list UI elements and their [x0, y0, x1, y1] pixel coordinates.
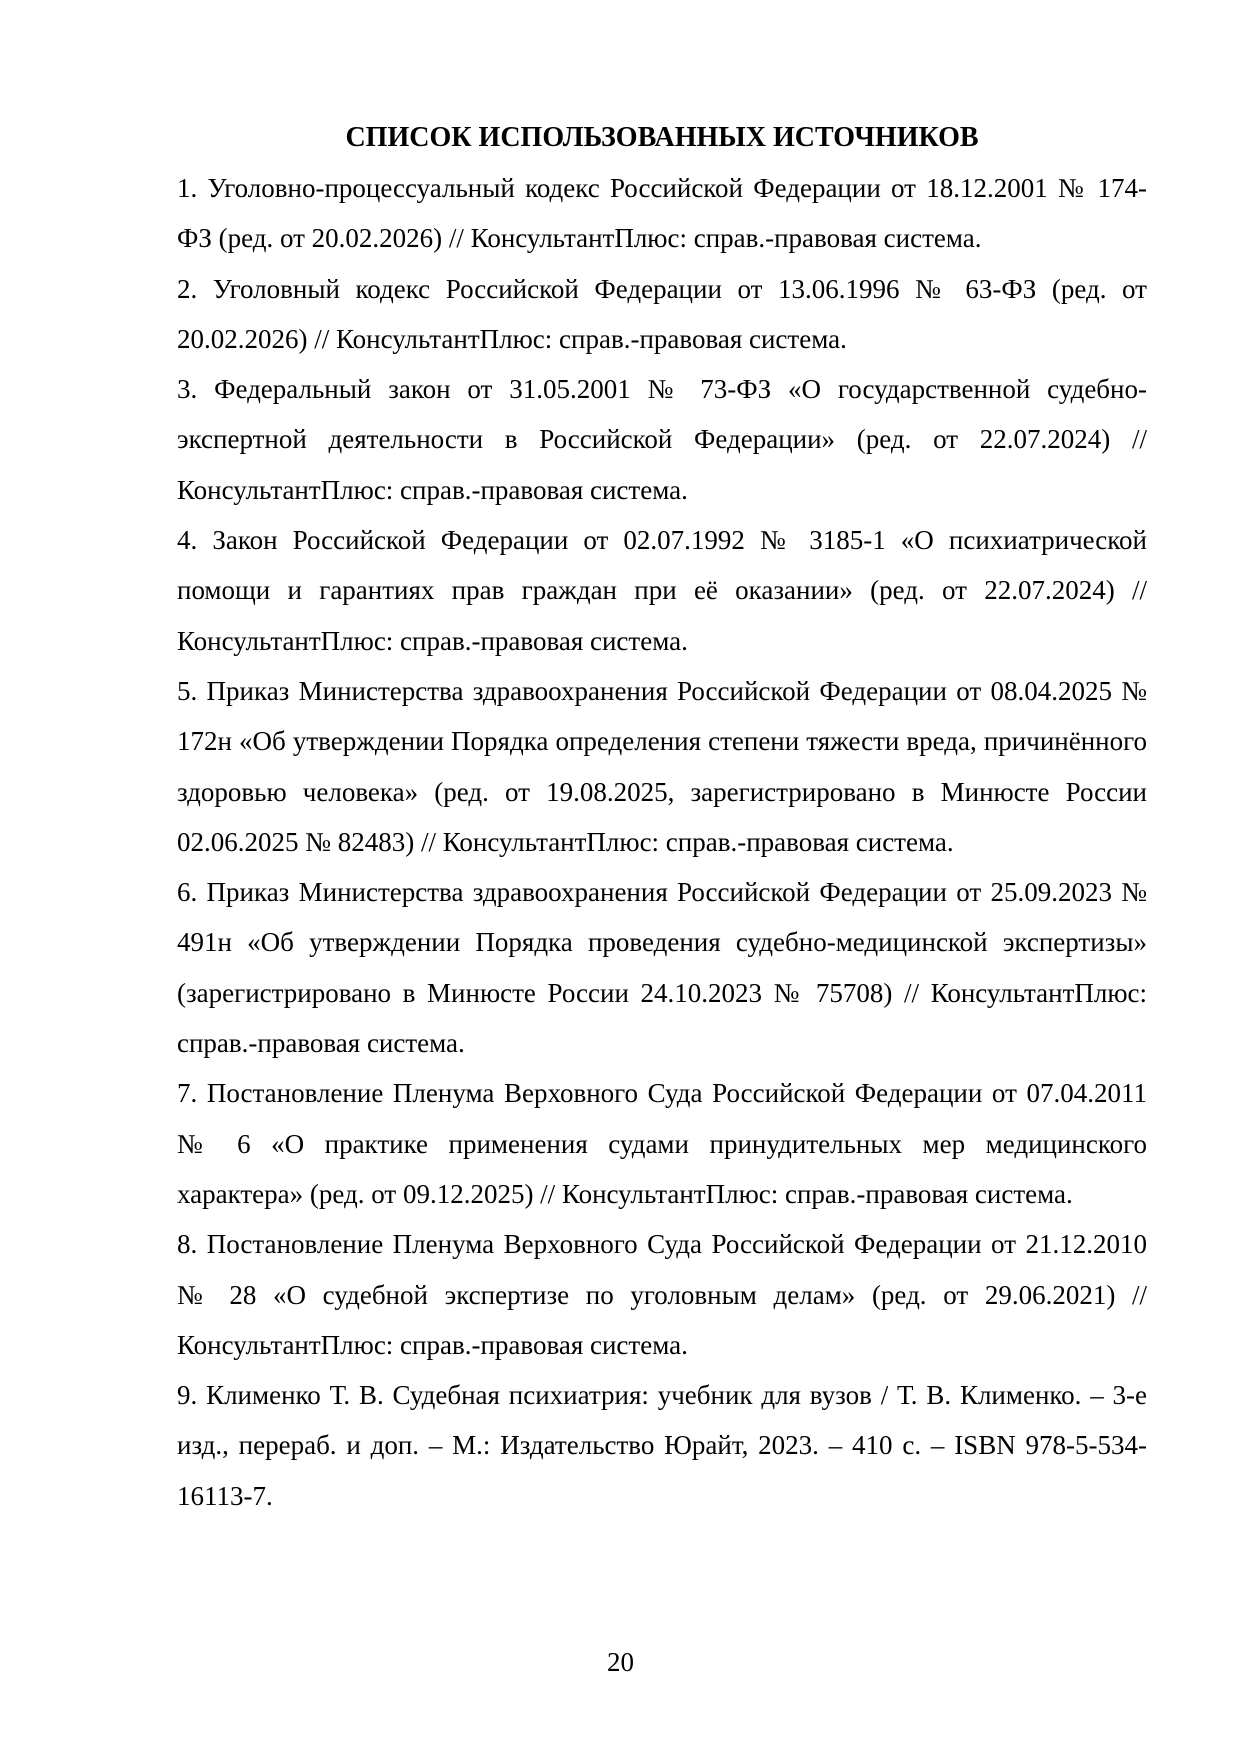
reference-item: 9. Клименко Т. В. Судебная психиатрия: учебник для вузов / Т. В. Клименко. – 3-е изд., перераб. и доп. – М.: Издательство Юрайт, 2023. – 410 с. – ISBN 978-5-534-16113-7. — [177, 1380, 1147, 1511]
reference-item: 6. Приказ Министерства здравоохранения Российской Федерации от 25.09.2023 № 491н «Об утверждении Порядка проведения судебно-медицинской экспертизы» (зарегистрировано в Минюсте России 24.10.2023 № 75708) // КонсультантПлюс: справ.-правовая система. — [177, 877, 1147, 1059]
reference-item: 8. Постановление Пленума Верховного Суда Российской Федерации от 21.12.2010 № 28 «О судебной экспертизе по уголовным делам» (ред. от 29.06.2021) // КонсультантПлюс: справ.-правовая система. — [177, 1229, 1147, 1360]
page-content — [177, 113, 1147, 1521]
reference-item: 1. Уголовно-процессуальный кодекс Российской Федерации от 18.12.2001 № 174-ФЗ (ред. от 20.02.2026) // КонсультантПлюс: справ.-правовая система. — [177, 173, 1147, 254]
reference-item: 2. Уголовный кодекс Российской Федерации от 13.06.1996 № 63-ФЗ (ред. от 20.02.2026) // КонсультантПлюс: справ.-правовая система. — [177, 273, 1147, 354]
reference-item: 7. Постановление Пленума Верховного Суда Российской Федерации от 07.04.2011 № 6 «О практике применения судами принудительных мер медицинского характера» (ред. от 09.12.2025) // КонсультантПлюс: справ.-правовая система. — [177, 1078, 1147, 1209]
references-list — [177, 163, 1147, 1521]
page-number: 20 — [607, 1647, 634, 1677]
reference-item: 5. Приказ Министерства здравоохранения Российской Федерации от 08.04.2025 № 172н «Об утверждении Порядка определения степени тяжести вреда, причинённого здоровью человека» (ред. от 19.08.2025, зарегистрировано в Минюсте России 02.06.2025 № 82483) // КонсультантПлюс: справ.-правовая система. — [177, 675, 1147, 857]
reference-item: 4. Закон Российской Федерации от 02.07.1992 № 3185-1 «О психиатрической помощи и гарантиях прав граждан при её оказании» (ред. от 22.07.2024) // КонсультантПлюс: справ.-правовая система. — [177, 525, 1147, 656]
references-title: СПИСОК ИСПОЛЬЗОВАННЫХ ИСТОЧНИКОВ — [345, 122, 979, 153]
reference-item: 3. Федеральный закон от 31.05.2001 № 73-ФЗ «О государственной судебно-экспертной деятельности в Российской Федерации» (ред. от 22.07.2024) // КонсультантПлюс: справ.-правовая система. — [177, 374, 1147, 505]
